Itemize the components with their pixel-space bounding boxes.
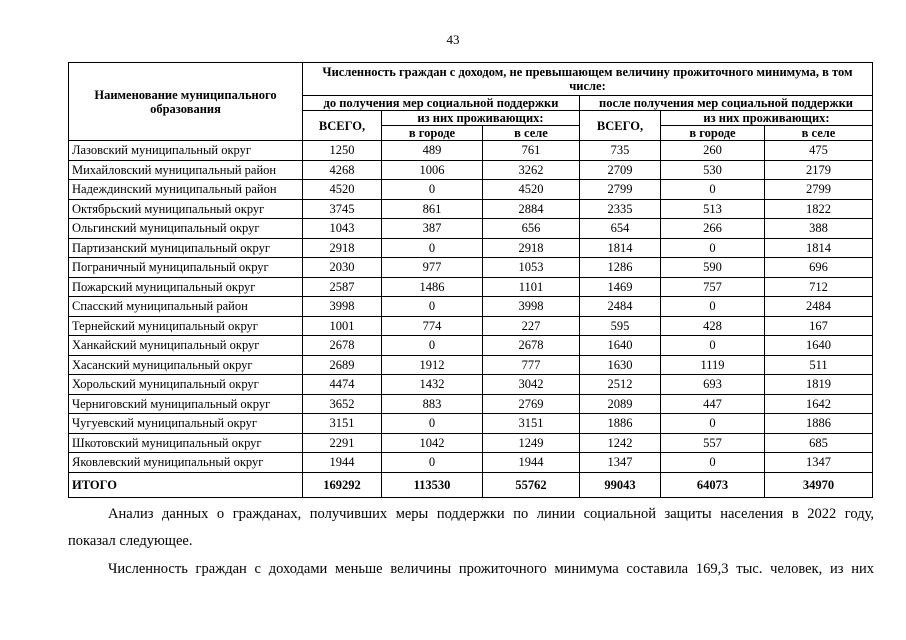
cell-after-village: 685 — [765, 433, 873, 453]
cell-after-village: 712 — [765, 277, 873, 297]
table-row — [69, 258, 873, 278]
header-after-support: после получения мер социальной поддержки — [580, 96, 873, 111]
cell-name: Чугуевский муниципальный округ — [69, 414, 303, 434]
table-row — [69, 433, 873, 453]
cell-before-village: 4520 — [483, 180, 580, 200]
header-before-village: в селе — [483, 126, 580, 141]
cell-before-total: 3745 — [303, 199, 382, 219]
cell-before-village: 1249 — [483, 433, 580, 453]
cell-before-city: 1432 — [382, 375, 483, 395]
cell-before-city: 774 — [382, 316, 483, 336]
cell-after-city: 513 — [661, 199, 765, 219]
table-row — [69, 316, 873, 336]
cell-before-village: 2884 — [483, 199, 580, 219]
cell-before-city: 387 — [382, 219, 483, 239]
table-row — [69, 141, 873, 161]
cell-before-village: 1053 — [483, 258, 580, 278]
cell-after-city: 530 — [661, 160, 765, 180]
cell-before-total: 4474 — [303, 375, 382, 395]
total-cell-after-village: 34970 — [765, 472, 873, 497]
income-table — [68, 62, 873, 498]
cell-after-total: 654 — [580, 219, 661, 239]
cell-before-city: 489 — [382, 141, 483, 161]
cell-name: Хасанский муниципальный округ — [69, 355, 303, 375]
cell-before-city: 0 — [382, 238, 483, 258]
cell-after-village: 167 — [765, 316, 873, 336]
cell-before-total: 4520 — [303, 180, 382, 200]
cell-after-village: 1642 — [765, 394, 873, 414]
total-cell-before-total: 169292 — [303, 472, 382, 497]
cell-after-village: 1814 — [765, 238, 873, 258]
table-body — [69, 141, 873, 498]
cell-name: Ольгинский муниципальный округ — [69, 219, 303, 239]
paragraph-1-line-2: показал следующее. — [68, 533, 193, 549]
cell-after-city: 0 — [661, 336, 765, 356]
cell-after-city: 447 — [661, 394, 765, 414]
cell-before-city: 977 — [382, 258, 483, 278]
cell-after-village: 2799 — [765, 180, 873, 200]
cell-before-total: 2678 — [303, 336, 382, 356]
cell-before-total: 4268 — [303, 160, 382, 180]
cell-before-village: 761 — [483, 141, 580, 161]
cell-before-total: 1250 — [303, 141, 382, 161]
cell-before-village: 3262 — [483, 160, 580, 180]
cell-name: Пожарский муниципальный округ — [69, 277, 303, 297]
cell-before-city: 1486 — [382, 277, 483, 297]
cell-before-city: 0 — [382, 297, 483, 317]
cell-name: Октябрьский муниципальный округ — [69, 199, 303, 219]
cell-before-total: 3151 — [303, 414, 382, 434]
table-row — [69, 199, 873, 219]
cell-before-village: 3998 — [483, 297, 580, 317]
cell-name: Пограничный муниципальный округ — [69, 258, 303, 278]
cell-before-city: 861 — [382, 199, 483, 219]
paragraph-2-text: Численность граждан с доходами меньше величины прожиточного минимума составила 169,3 тыс. человек, из них — [108, 561, 874, 577]
cell-before-village: 227 — [483, 316, 580, 336]
cell-before-city: 1912 — [382, 355, 483, 375]
cell-after-city: 590 — [661, 258, 765, 278]
cell-after-village: 1886 — [765, 414, 873, 434]
header-after-total: ВСЕГО, — [580, 111, 661, 141]
cell-after-total: 1286 — [580, 258, 661, 278]
header-after-city: в городе — [661, 126, 765, 141]
cell-after-village: 2179 — [765, 160, 873, 180]
cell-after-village: 1347 — [765, 453, 873, 473]
cell-before-total: 3998 — [303, 297, 382, 317]
table-row — [69, 277, 873, 297]
cell-before-city: 0 — [382, 414, 483, 434]
table-row — [69, 238, 873, 258]
cell-after-total: 2335 — [580, 199, 661, 219]
cell-after-village: 475 — [765, 141, 873, 161]
paragraph-1-text: Анализ данных о гражданах, получивших меры поддержки по линии социальной защиты населения в 2022 году, — [108, 506, 874, 522]
cell-name: Михайловский муниципальный район — [69, 160, 303, 180]
cell-before-village: 656 — [483, 219, 580, 239]
cell-before-total: 1043 — [303, 219, 382, 239]
total-cell-before-city: 113530 — [382, 472, 483, 497]
total-row — [69, 472, 873, 497]
cell-after-city: 428 — [661, 316, 765, 336]
table-row — [69, 219, 873, 239]
cell-after-city: 0 — [661, 297, 765, 317]
cell-after-city: 0 — [661, 180, 765, 200]
cell-name: Надеждинский муниципальный район — [69, 180, 303, 200]
cell-after-total: 1347 — [580, 453, 661, 473]
cell-after-city: 266 — [661, 219, 765, 239]
header-before-of-them: из них проживающих: — [382, 111, 580, 126]
cell-before-total: 2689 — [303, 355, 382, 375]
header-main-group: Численность граждан с доходом, не превышающем величину прожиточного минимума, в том числе: — [303, 63, 873, 96]
table-row — [69, 180, 873, 200]
cell-name: Лазовский муниципальный округ — [69, 141, 303, 161]
cell-after-village: 1819 — [765, 375, 873, 395]
cell-name: Черниговский муниципальный округ — [69, 394, 303, 414]
cell-after-total: 2089 — [580, 394, 661, 414]
cell-after-total: 2799 — [580, 180, 661, 200]
header-municipality: Наименование муниципального образования — [69, 63, 303, 141]
cell-before-city: 0 — [382, 180, 483, 200]
total-cell-after-total: 99043 — [580, 472, 661, 497]
cell-before-village: 2769 — [483, 394, 580, 414]
cell-before-city: 1042 — [382, 433, 483, 453]
cell-before-total: 2030 — [303, 258, 382, 278]
table-row — [69, 414, 873, 434]
cell-before-city: 883 — [382, 394, 483, 414]
cell-before-village: 3042 — [483, 375, 580, 395]
cell-before-total: 1001 — [303, 316, 382, 336]
cell-before-village: 1101 — [483, 277, 580, 297]
cell-before-village: 2918 — [483, 238, 580, 258]
paragraph-2-line-1 — [68, 558, 874, 580]
cell-after-city: 0 — [661, 414, 765, 434]
header-before-support: до получения мер социальной поддержки — [303, 96, 580, 111]
cell-after-total: 1630 — [580, 355, 661, 375]
cell-after-city: 693 — [661, 375, 765, 395]
cell-name: Спасский муниципальный район — [69, 297, 303, 317]
cell-after-total: 1640 — [580, 336, 661, 356]
table-row — [69, 394, 873, 414]
table-row — [69, 375, 873, 395]
cell-before-total: 2918 — [303, 238, 382, 258]
table-row — [69, 297, 873, 317]
table-row — [69, 160, 873, 180]
cell-before-village: 777 — [483, 355, 580, 375]
cell-after-total: 735 — [580, 141, 661, 161]
cell-after-total: 1242 — [580, 433, 661, 453]
page-number: 43 — [446, 32, 460, 47]
table-row — [69, 336, 873, 356]
cell-name: Хорольский муниципальный округ — [69, 375, 303, 395]
cell-before-total: 3652 — [303, 394, 382, 414]
total-cell-after-city: 64073 — [661, 472, 765, 497]
cell-before-city: 0 — [382, 336, 483, 356]
cell-after-city: 260 — [661, 141, 765, 161]
header-after-of-them: из них проживающих: — [661, 111, 873, 126]
cell-after-village: 511 — [765, 355, 873, 375]
cell-after-city: 557 — [661, 433, 765, 453]
cell-after-village: 2484 — [765, 297, 873, 317]
cell-after-village: 696 — [765, 258, 873, 278]
cell-name: Шкотовский муниципальный округ — [69, 433, 303, 453]
cell-name: Партизанский муниципальный округ — [69, 238, 303, 258]
cell-before-village: 2678 — [483, 336, 580, 356]
cell-after-city: 1119 — [661, 355, 765, 375]
cell-after-city: 757 — [661, 277, 765, 297]
table-row — [69, 453, 873, 473]
cell-after-city: 0 — [661, 453, 765, 473]
cell-after-total: 2484 — [580, 297, 661, 317]
cell-before-total: 2291 — [303, 433, 382, 453]
header-after-village: в селе — [765, 126, 873, 141]
cell-after-total: 2512 — [580, 375, 661, 395]
total-cell-name: ИТОГО — [69, 472, 303, 497]
cell-after-city: 0 — [661, 238, 765, 258]
cell-after-total: 1469 — [580, 277, 661, 297]
cell-after-total: 1886 — [580, 414, 661, 434]
cell-before-total: 2587 — [303, 277, 382, 297]
cell-before-total: 1944 — [303, 453, 382, 473]
paragraph-1-line-1 — [68, 503, 874, 525]
cell-after-village: 1640 — [765, 336, 873, 356]
cell-after-total: 1814 — [580, 238, 661, 258]
cell-after-village: 388 — [765, 219, 873, 239]
total-cell-before-village: 55762 — [483, 472, 580, 497]
cell-after-village: 1822 — [765, 199, 873, 219]
table-row — [69, 355, 873, 375]
cell-name: Тернейский муниципальный округ — [69, 316, 303, 336]
cell-after-total: 2709 — [580, 160, 661, 180]
cell-before-city: 0 — [382, 453, 483, 473]
cell-after-total: 595 — [580, 316, 661, 336]
header-before-city: в городе — [382, 126, 483, 141]
cell-before-village: 1944 — [483, 453, 580, 473]
cell-before-city: 1006 — [382, 160, 483, 180]
cell-name: Ханкайский муниципальный округ — [69, 336, 303, 356]
header-before-total: ВСЕГО, — [303, 111, 382, 141]
cell-before-village: 3151 — [483, 414, 580, 434]
cell-name: Яковлевский муниципальный округ — [69, 453, 303, 473]
